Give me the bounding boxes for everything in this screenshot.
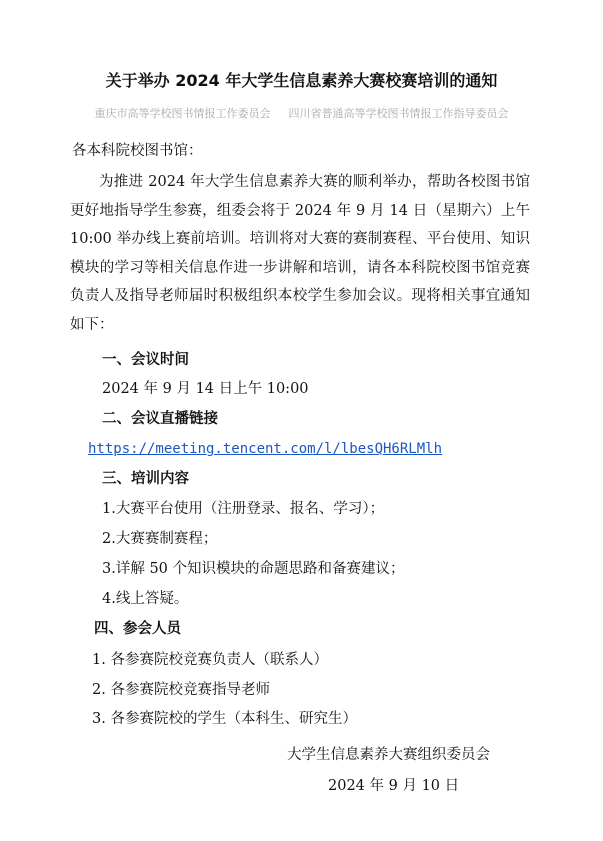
section-time-heading: 一、会议时间 xyxy=(102,351,189,368)
content-item: 1.大赛平台使用（注册登录、报名、学习）； xyxy=(102,501,385,517)
signature-date: 2024 年 9 月 10 日 xyxy=(328,778,460,794)
salutation: 各本科院校图书馆： xyxy=(72,143,203,159)
content-item: 4.线上答疑。 xyxy=(102,591,189,607)
notice-title: 关于举办 2024 年大学生信息素养大赛校赛培训的通知 xyxy=(105,71,498,90)
attendee-item: 2. 各参赛院校竞赛指导老师 xyxy=(92,682,270,698)
content-item: 3.详解 50 个知识模块的命题思路和备赛建议； xyxy=(102,561,405,577)
section-link-heading: 二、会议直播链接 xyxy=(102,410,218,427)
attendee-item: 1. 各参赛院校竞赛负责人（联系人） xyxy=(92,652,328,668)
meeting-time: 2024 年 9 月 14 日上午 10:00 xyxy=(102,381,309,397)
issuer-chongqing: 重庆市高等学校图书情报工作委员会 xyxy=(94,107,271,120)
issuer-sichuan: 四川省普通高等学校图书情报工作指导委员会 xyxy=(288,107,509,120)
attendee-item: 3. 各参赛院校的学生（本科生、研究生） xyxy=(92,711,357,727)
section-content-heading: 三、培训内容 xyxy=(102,470,189,487)
intro-paragraph: 为推进 2024 年大学生信息素养大赛的顺利举办，帮助各校图书馆更好地指导学生参赛，组委会将于 2024 年 9 月 14 日（星期六）上午 10:00 举办线上赛前培训。培训将对大赛的赛制赛程、平台使用、知识模块的学习等相关信息作进一步讲解和培训，请各本科院校图书馆竞赛负责人及指导老师届时积极组织本校学生参加会议。现将相关事宜通知如下： xyxy=(70,174,530,333)
signature-organization: 大学生信息素养大赛组织委员会 xyxy=(287,747,490,763)
issuing-committees xyxy=(0,106,603,122)
content-item: 2.大赛赛制赛程； xyxy=(102,531,218,547)
meeting-link[interactable]: https://meeting.tencent.com/l/lbesQH6RLMlh xyxy=(88,441,443,457)
section-attendees-heading: 四、参会人员 xyxy=(94,620,181,637)
